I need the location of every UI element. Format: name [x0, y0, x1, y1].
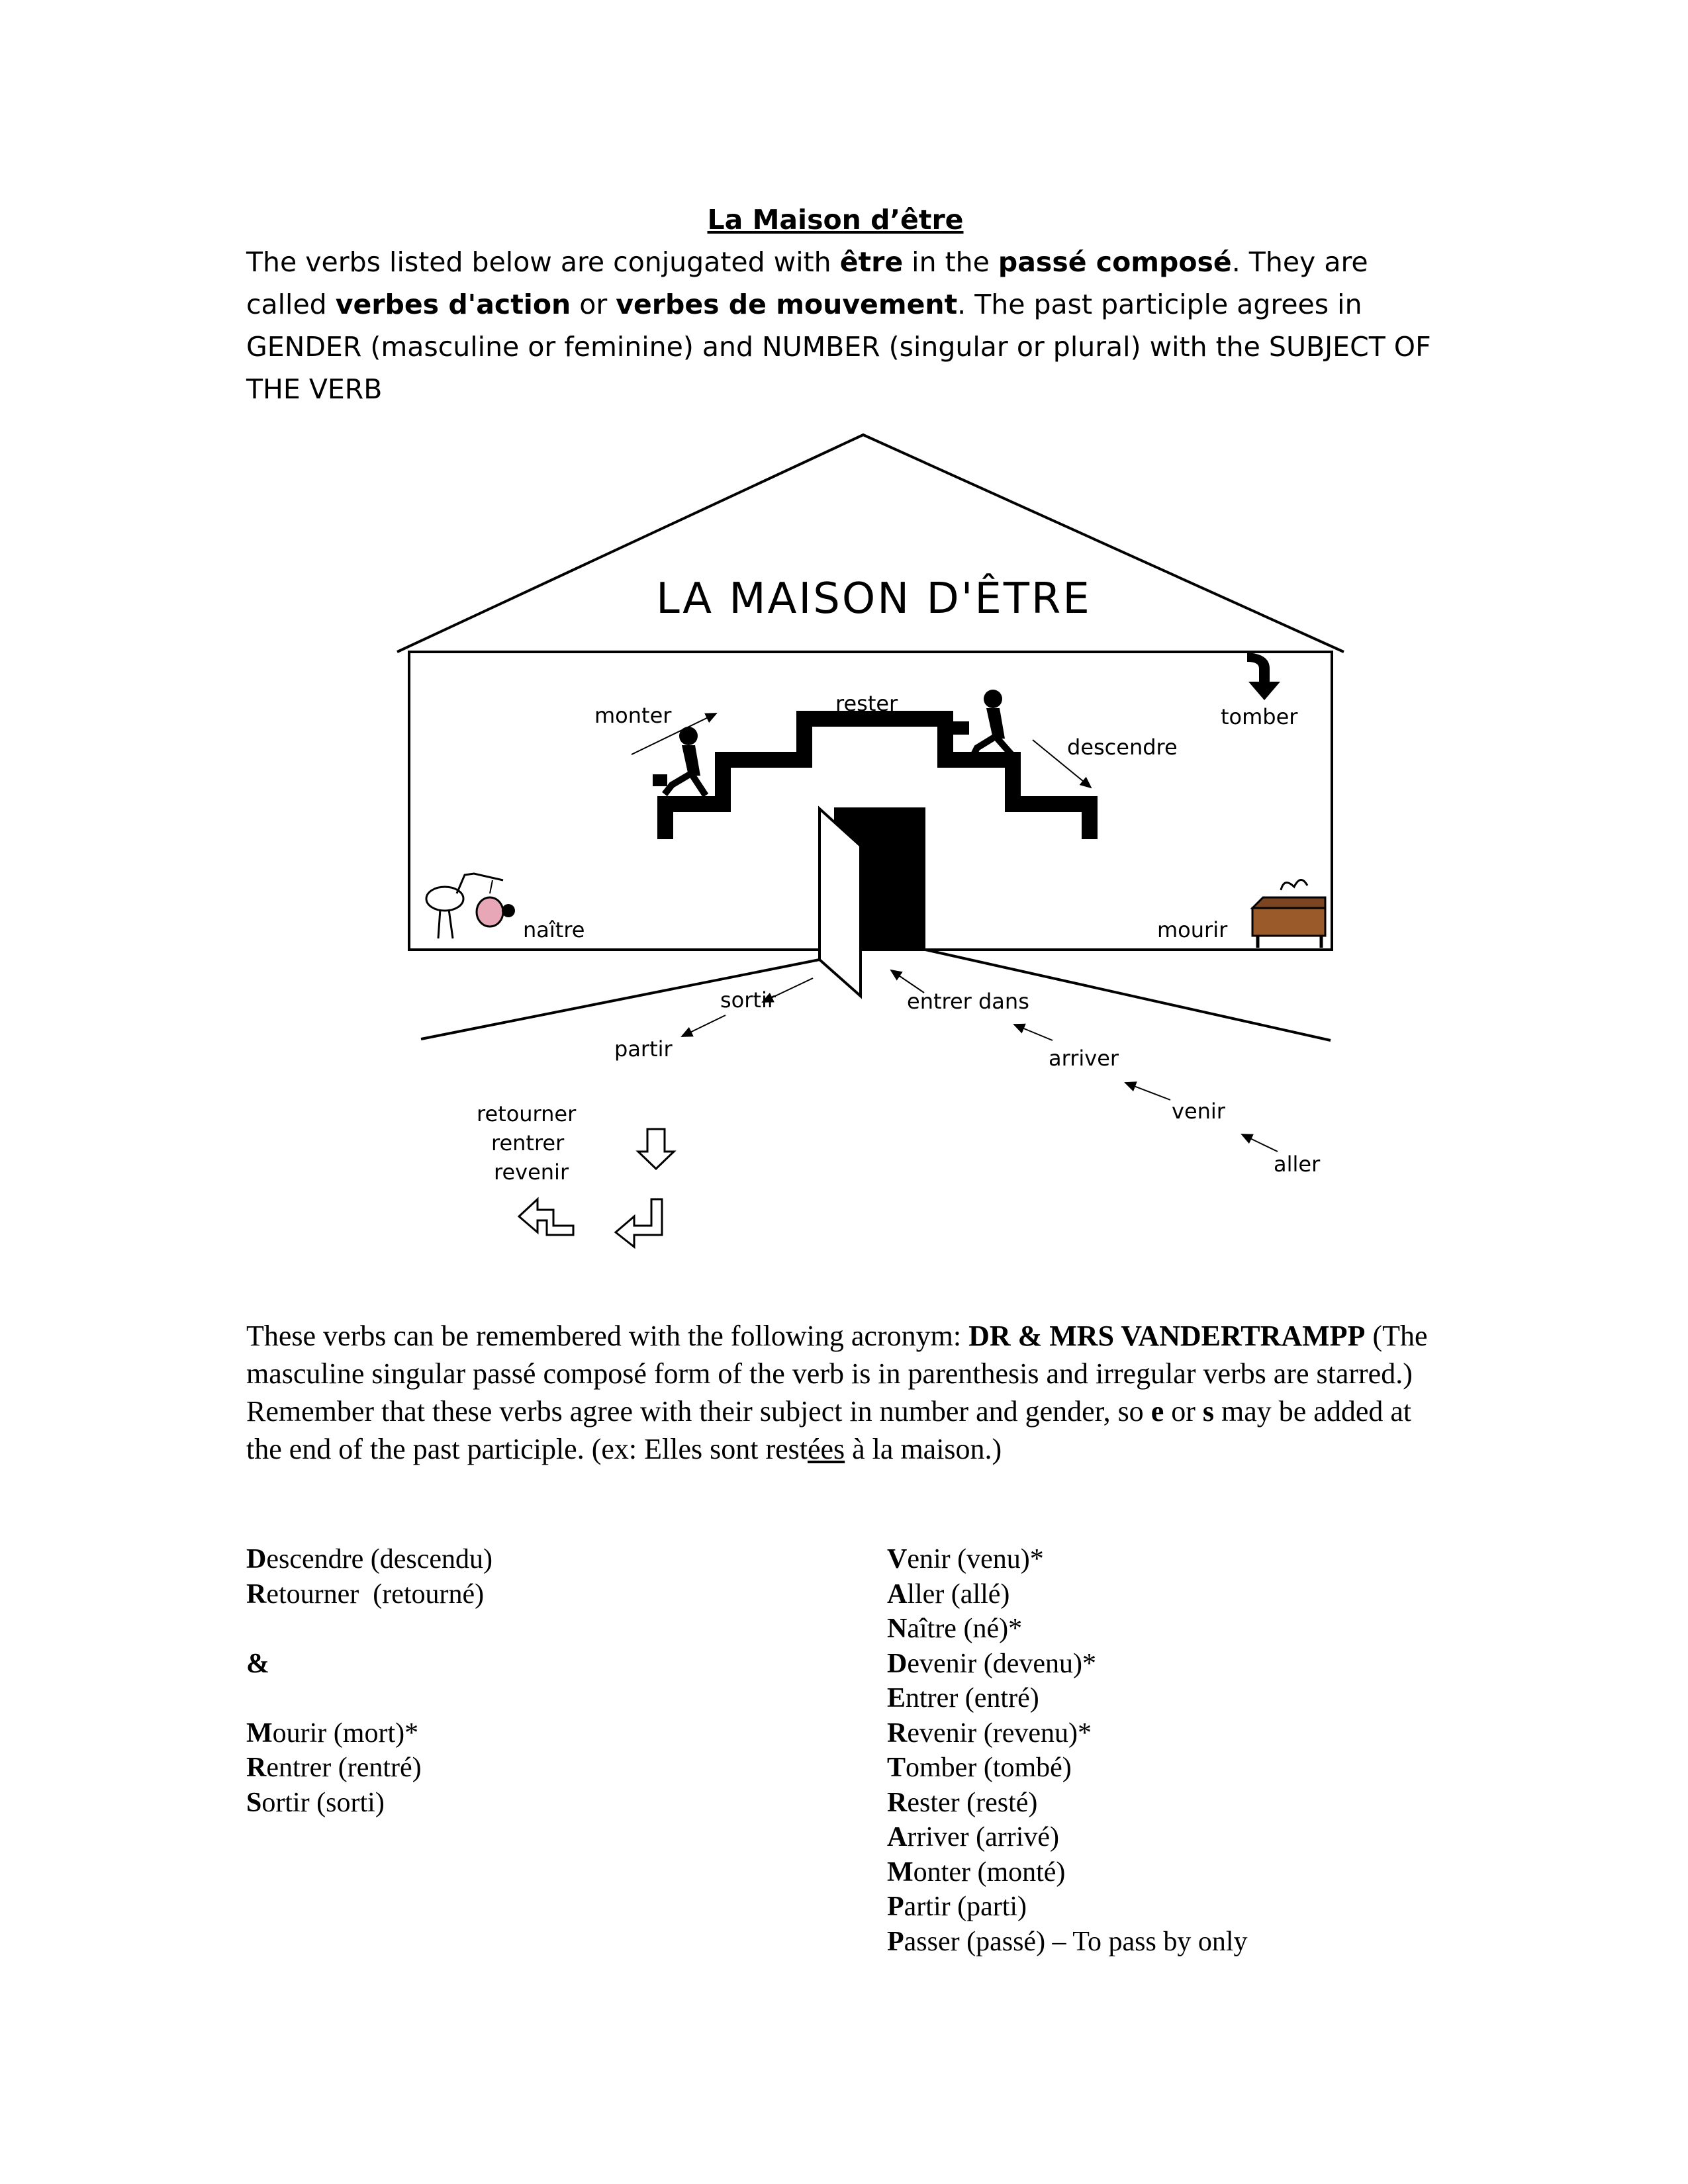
- verb-text: ller (allé): [907, 1578, 1010, 1610]
- verb-text: ortir (sorti): [261, 1787, 385, 1818]
- curved-arrow-right-icon: [616, 1199, 662, 1247]
- intro-text: . The past participle agrees in GENDER (masculine or feminine) and NUMBER (singular or plural) with the SUBJECT OF THE VERB: [246, 289, 1431, 405]
- arrow-aller: [1242, 1134, 1278, 1152]
- verb-initial: S: [246, 1787, 262, 1818]
- acronym-text: (The masculine singular passé composé form of the verb is in parenthesis and irregular verbs are starred.) Remember that these verbs agree with their subject in number and gender, so: [246, 1320, 1428, 1428]
- acronym-underlined-ending: ées: [807, 1433, 845, 1465]
- intro-text: or: [571, 289, 616, 320]
- page-title: La Maison d’être: [707, 204, 964, 236]
- label-naitre: naître: [523, 917, 585, 942]
- verb-initial: A: [887, 1578, 908, 1610]
- coffin-icon: [1252, 880, 1325, 948]
- verb-row: [887, 1612, 1615, 1647]
- label-rester: rester: [835, 691, 898, 716]
- verb-text: omber (tombé): [906, 1752, 1072, 1783]
- intro-bold-verbes-mouvement: verbes de mouvement: [616, 289, 958, 320]
- person-descending-icon: [953, 690, 1011, 756]
- verb-text: ntrer (entré): [906, 1683, 1039, 1713]
- arrow-partir: [682, 1015, 726, 1036]
- verb-initial: T: [887, 1752, 906, 1783]
- label-monter: monter: [594, 703, 672, 728]
- verb-initial: P: [887, 1926, 904, 1957]
- verb-initial: N: [887, 1614, 908, 1644]
- verb-row: [887, 1889, 1615, 1925]
- verb-row: [887, 1681, 1615, 1716]
- verb-text: enir (venu)*: [907, 1544, 1044, 1574]
- acronym-paragraph: [246, 1317, 1438, 1468]
- verb-initial: M: [887, 1856, 914, 1888]
- verb-initial: R: [246, 1578, 267, 1610]
- label-sortir: sortir: [720, 987, 776, 1013]
- label-mourir: mourir: [1157, 917, 1228, 942]
- verb-row: [887, 1577, 1615, 1612]
- verb-text: entrer (rentré): [266, 1752, 422, 1783]
- intro-text: . They are called: [246, 246, 1368, 320]
- arrow-venir: [1125, 1083, 1170, 1100]
- person-climbing-icon: [653, 727, 706, 796]
- verb-row: [887, 1786, 1615, 1821]
- verb-row: [246, 1612, 842, 1647]
- verb-row: [246, 1716, 842, 1751]
- intro-text: in the: [903, 246, 998, 278]
- verb-initial: R: [887, 1787, 908, 1818]
- verb-row: [246, 1681, 842, 1716]
- verb-text: ester (resté): [907, 1787, 1038, 1818]
- arrow-arriver: [1014, 1024, 1053, 1040]
- verb-initial: E: [887, 1683, 906, 1713]
- verb-row: [887, 1716, 1615, 1751]
- label-entrer: entrer dans: [907, 989, 1029, 1014]
- label-rentrer: rentrer: [491, 1130, 565, 1156]
- verb-text: aître (né)*: [907, 1614, 1023, 1644]
- verb-initial: R: [887, 1717, 908, 1749]
- verb-text: etourner (retourné): [266, 1578, 485, 1610]
- verb-row: [887, 1751, 1615, 1786]
- verb-initial: M: [246, 1717, 273, 1749]
- verb-text: artir (parti): [904, 1891, 1027, 1922]
- verb-initial: A: [887, 1822, 908, 1852]
- verb-row: [246, 1542, 842, 1577]
- acronym-text: or: [1164, 1395, 1203, 1428]
- acronym-bold-e: e: [1150, 1395, 1164, 1428]
- intro-bold-passe-compose: passé composé: [998, 246, 1232, 278]
- verb-row: [246, 1751, 842, 1786]
- down-arrow-icon: [638, 1129, 674, 1169]
- intro-bold-etre: être: [839, 246, 904, 278]
- acronym-text: These verbs can be remembered with the following acronym:: [246, 1320, 969, 1352]
- verb-list-right: [887, 1542, 1615, 1959]
- verb-text: escendre (descendu): [266, 1544, 492, 1574]
- label-tomber: tomber: [1221, 704, 1298, 729]
- acronym-bold-s: s: [1202, 1395, 1214, 1428]
- verb-initial: P: [887, 1891, 904, 1922]
- label-venir: venir: [1172, 1099, 1225, 1124]
- verb-row: [246, 1577, 842, 1612]
- label-descendre: descendre: [1067, 735, 1178, 760]
- verb-text: onter (monté): [913, 1856, 1066, 1888]
- verb-row: [246, 1786, 842, 1821]
- acronym-bold-name: DR & MRS VANDERTRAMPP: [968, 1320, 1366, 1352]
- verb-initial: R: [246, 1752, 267, 1783]
- tomber-arrow-icon: [1247, 653, 1280, 700]
- verb-list-left: [246, 1542, 842, 1820]
- verb-text: ourir (mort)*: [272, 1717, 419, 1749]
- verb-text: rriver (arrivé): [907, 1822, 1060, 1852]
- label-partir: partir: [614, 1036, 673, 1062]
- intro-text: The verbs listed below are conjugated with: [246, 246, 840, 278]
- label-arriver: arriver: [1049, 1046, 1119, 1071]
- verb-row: [887, 1855, 1615, 1890]
- intro-bold-verbes-action: verbes d'action: [335, 289, 571, 320]
- verb-row: [887, 1925, 1615, 1960]
- stork-icon: [426, 874, 515, 938]
- acronym-text: may be added at the end of the past participle. (ex: Elles sont rest: [246, 1395, 1412, 1465]
- ampersand: &: [246, 1648, 269, 1679]
- verb-row: [887, 1647, 1615, 1682]
- label-aller: aller: [1274, 1152, 1321, 1177]
- diagram-title: LA MAISON D'ÊTRE: [656, 574, 1092, 623]
- verb-text: asser (passé) – To pass by only: [904, 1926, 1248, 1957]
- verb-initial: D: [246, 1544, 267, 1574]
- verb-initial: D: [887, 1648, 908, 1679]
- verb-row: [246, 1647, 842, 1682]
- verb-text: evenir (revenu)*: [907, 1717, 1092, 1749]
- acronym-text: à la maison.): [845, 1433, 1002, 1465]
- curved-arrow-left-icon: [519, 1199, 573, 1235]
- verb-initial: V: [887, 1544, 908, 1574]
- verb-row: [887, 1820, 1615, 1855]
- label-retourner: retourner: [477, 1101, 577, 1126]
- verb-row: [887, 1542, 1615, 1577]
- label-revenir: revenir: [494, 1160, 569, 1185]
- verb-text: evenir (devenu)*: [907, 1648, 1097, 1679]
